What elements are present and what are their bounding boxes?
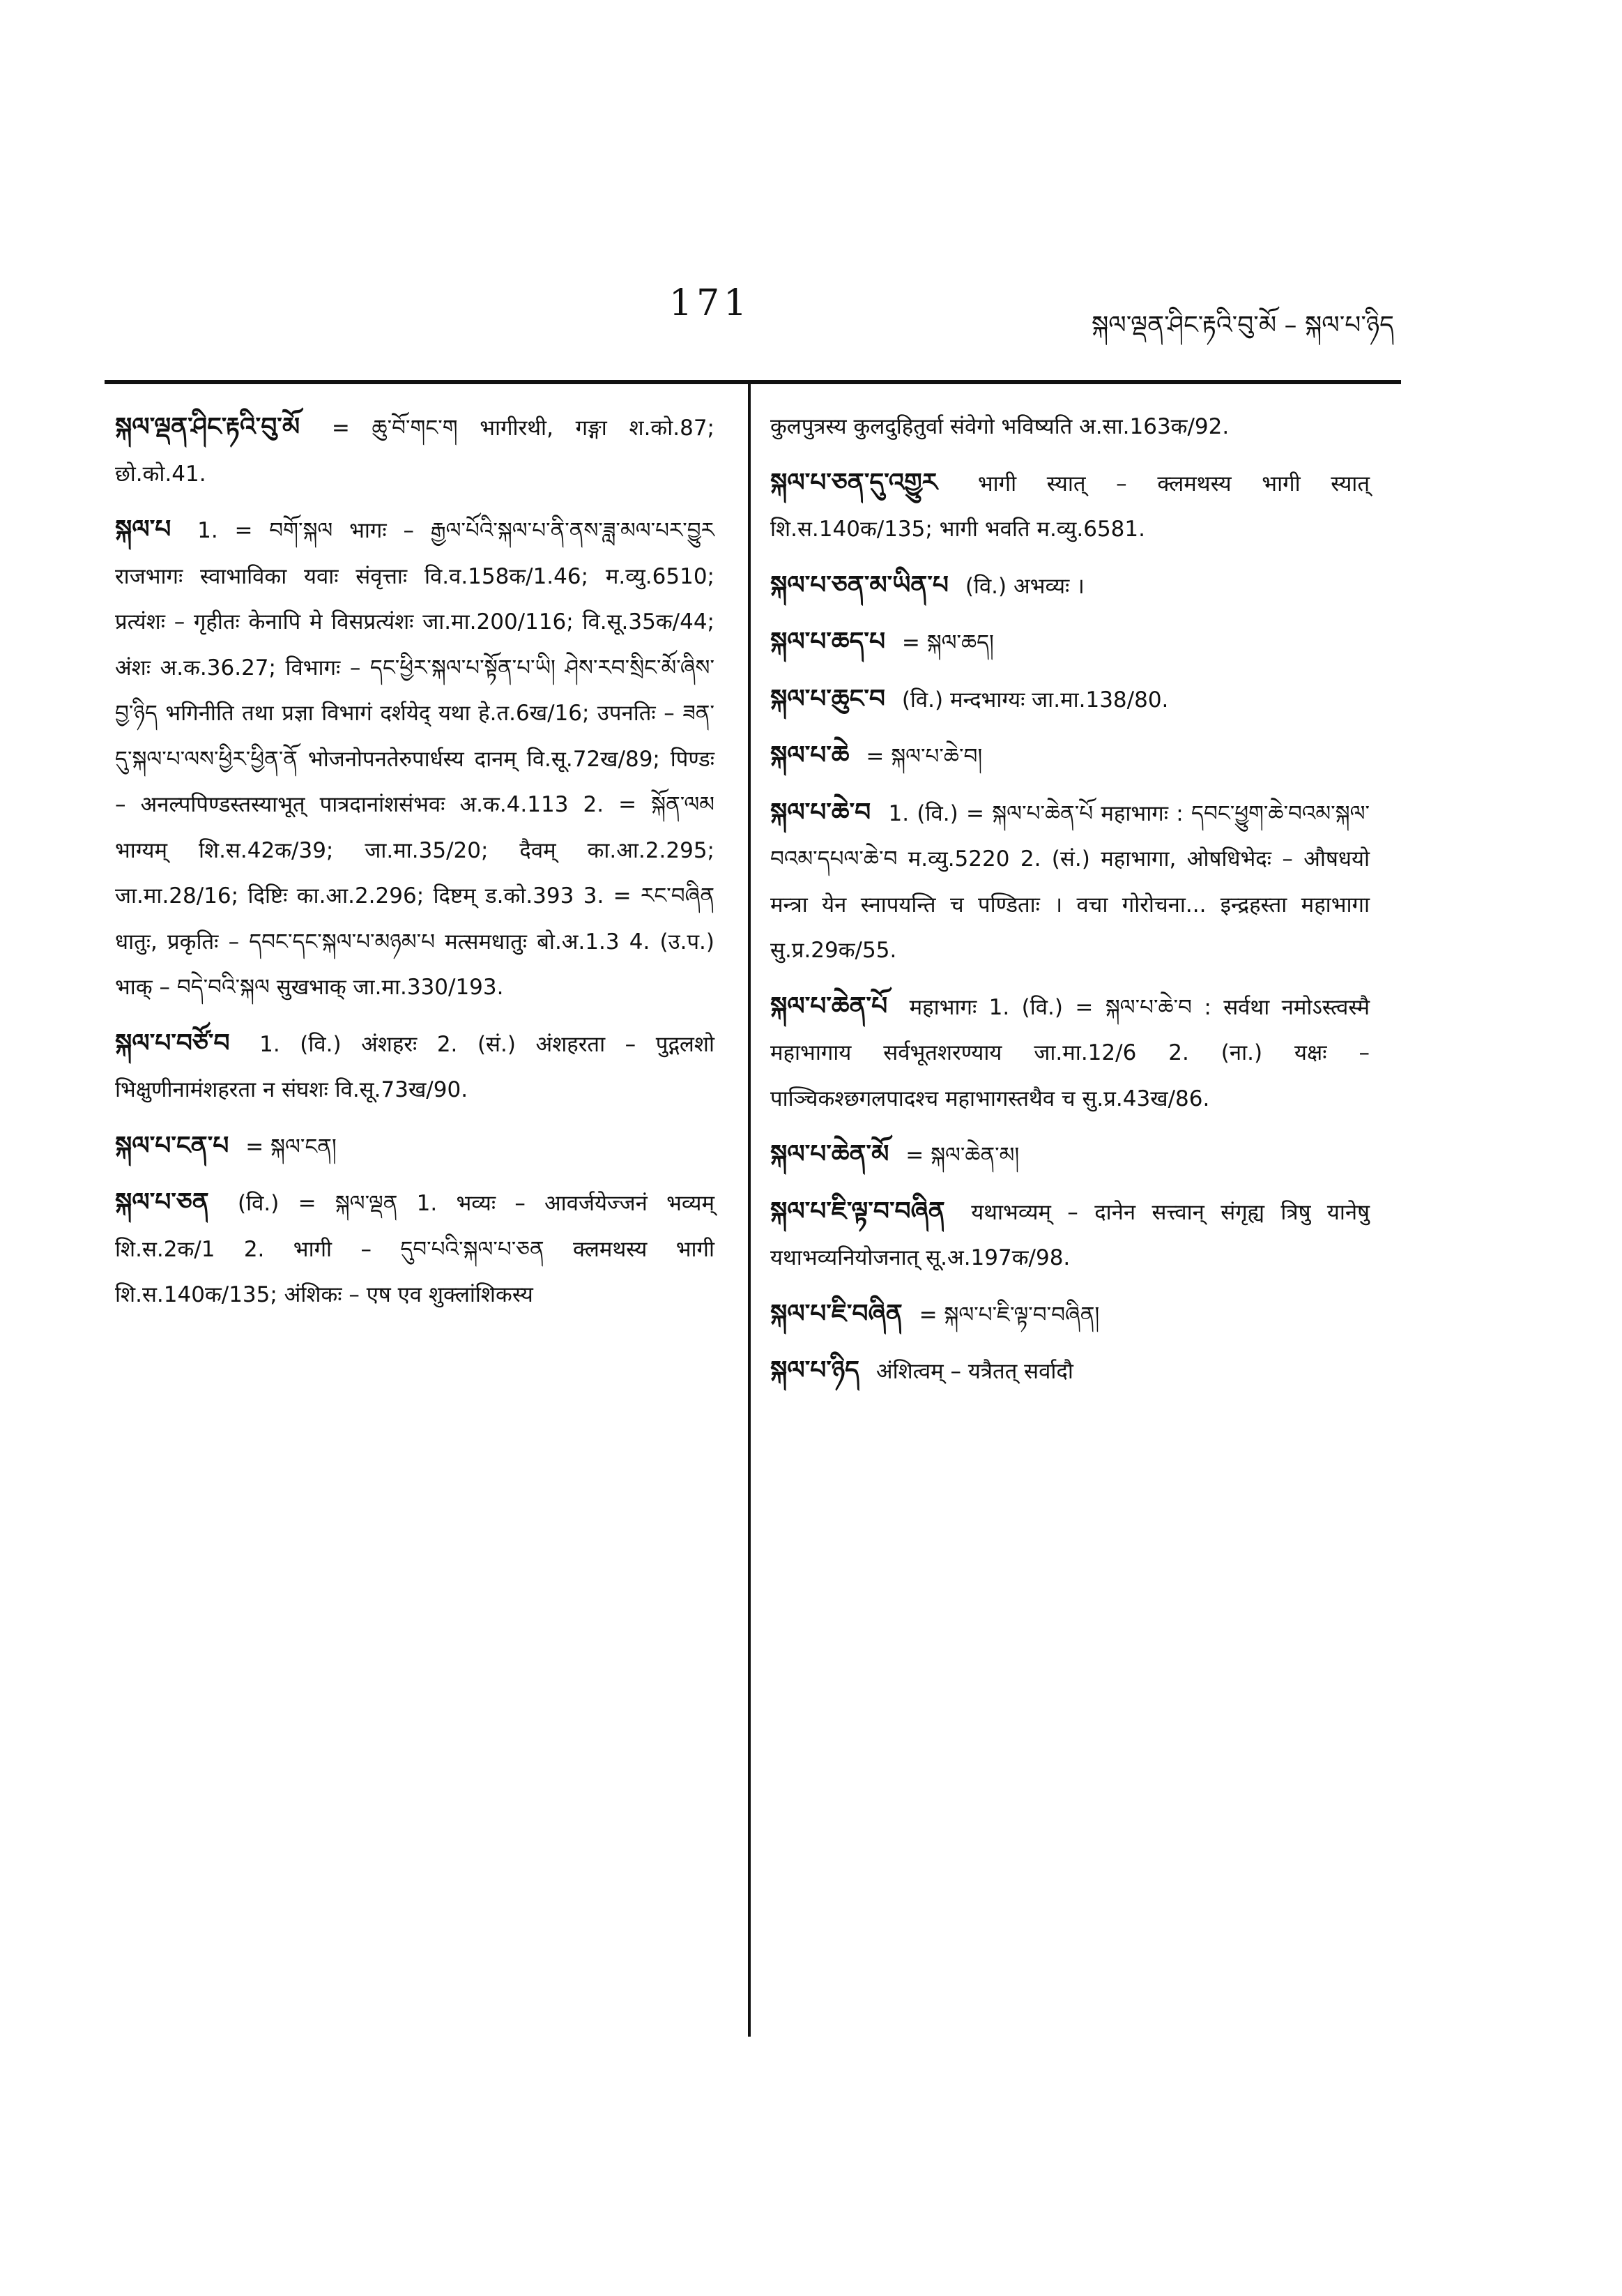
entry-headword: སྐལ་པ་ཆུང་བ <box>770 684 885 713</box>
entry-headword: སྐལ་པ་ངན་པ <box>115 1131 229 1160</box>
dictionary-entry <box>770 733 1370 780</box>
dictionary-entry <box>770 984 1370 1123</box>
entry-headword: སྐལ་པ་ཆད་པ <box>770 628 886 656</box>
dictionary-entry <box>115 404 714 497</box>
dictionary-entry <box>115 507 714 1011</box>
entry-body: महाभागः 1. (वि.) = སྐལ་པ་ཆེ་བ : सर्वथा नमोऽस्त्वस्मै महाभागाय सर्वभूतशरण्याय जा.मा.12/6 2. (ना.) यक्षः – पाञ्चिकश्छगलपादश्च महाभागस्तथैव च सु.प्र.43ख/86. <box>770 994 1370 1111</box>
entry-headword: སྐལ་པ་ཉིད <box>770 1356 860 1385</box>
running-head: སྐལ་ལྡན་ཤིང་རྟའི་བུ་མོ – སྐལ་པ་ཉིད <box>1091 311 1394 340</box>
entry-body: = སྐལ་ཆེན་མ། <box>905 1143 1020 1168</box>
left-column <box>115 404 714 1328</box>
entry-body: = སྐལ་ཆད། <box>901 630 994 655</box>
right-column <box>770 404 1370 1405</box>
entry-body: = སྐལ་པ་ཇི་ལྟ་བ་བཞིན། <box>919 1302 1100 1328</box>
entry-body: 1. = བགོ་སྐལ भागः – རྒྱལ་པོའི་སྐལ་པ་ནི་ནས་ཟླ་མལ་པར་བྱུར राजभागः स्वाभाविका यवाः संवृत्ताः वि.व.158क/1.46; म.व्यु.6510; प्रत्यंशः – गृहीतः केनापि मे विसप्रत्यंशः जा.मा.200/116; वि.सू.35क/44; अंशः अ.क.36.27; विभागः – དང་ཕྱིར་སྐལ་པ་སྟོན་པ་ཡི། ཤེས་རབ་སྲིང་མོ་ཞིས་བྱ་ཉིད भगिनीति तथा प्रज्ञा विभागं दर्शयेद् यथा हे.त.6ख/16; उपनतिः – ཟན་དུ་སྐལ་པ་ལས་ཕྱིར་ཕྱིན་ནོ भोजनोपनतेरुपार्धस्य दानम् वि.सू.72ख/89; पिण्डः – अनल्पपिण्डस्तस्याभूत् पात्रदानांशसंभवः अ.क.4.113 2. = སྐོན་ལམ भाग्यम् शि.स.42क/39; जा.मा.35/20; दैवम् का.आ.2.295; जा.मा.28/16; दिष्टिः का.आ.2.296; दिष्टम् ड.को.393 3. = རང་བཞིན धातुः, प्रकृतिः – དབང་དང་སྐལ་པ་མཉམ་པ मत्समधातुः बो.अ.1.3 4. (उ.प.) भाक् – བདེ་བའི་སྐལ सुखभाक् जा.मा.330/193. <box>115 518 714 1000</box>
entry-headword: སྐལ་པ་ཆེན་མོ <box>770 1140 889 1169</box>
dictionary-entry <box>115 1021 714 1113</box>
entry-headword: སྐལ་པ་བཙོ་བ <box>115 1028 230 1058</box>
dictionary-entry <box>770 563 1370 610</box>
entry-body: (वि.) मन्दभाग्यः जा.मा.138/80. <box>901 687 1169 713</box>
entry-body: यथाभव्यम् – दानेन सत्त्वान् संगृह्य त्रिषु यानेषु यथाभव्यनियोजनात् सू.अ.197क/98. <box>770 1199 1370 1270</box>
entry-headword: སྐལ་པ་ཇི་ལྟ་བ་བཞིན <box>770 1196 945 1226</box>
entry-body: कुलपुत्रस्य कुलदुहितुर्वा संवेगो भविष्यति अ.सा.163क/92. <box>770 414 1230 439</box>
entry-headword: སྐལ་པ་ཆེ་བ <box>770 798 871 827</box>
entry-body: (वि.) = སྐལ་ལྡན 1. भव्यः – आवर्जयेज्जनं भव्यम् शि.स.2क/1 2. भागी – དུབ་པའི་སྐལ་པ་ཅན क्लमथस्य भागी शि.स.140क/135; अंशिकः – एष एव शुक्लांशिकस्य <box>115 1191 714 1307</box>
entry-body: 1. (वि.) = སྐལ་པ་ཆེན་པོ महाभागः : དབང་ཕྱུག་ཆེ་བའམ་སྐལ་བའམ་དཔལ་ཆེ་བ म.व्यु.5220 2. (सं.) महाभागा, ओषधिभेदः – औषधयो मन्त्रा येन स्नापयन्ति च पण्डिताः । वचा गोरोचना... इन्द्रहस्ता महाभागा सु.प्र.29क/55. <box>770 800 1370 963</box>
dictionary-entry <box>115 1180 714 1318</box>
entry-body: भागी स्यात् – क्लमथस्य भागी स्यात् शि.स.140क/135; भागी भवति म.व्यु.6581. <box>770 471 1370 542</box>
entry-body: 1. (वि.) अंशहरः 2. (सं.) अंशहरता – पुद्गलशो भिक्षुणीनामंशहरता न संघशः वि.सू.73ख/90. <box>115 1031 714 1102</box>
page-number: 171 <box>669 282 751 324</box>
entry-body: (वि.) अभव्यः । <box>965 573 1085 599</box>
entry-headword: སྐལ་པ་ཇི་བཞིན <box>770 1299 903 1328</box>
dictionary-entry <box>770 676 1370 724</box>
dictionary-entry <box>770 619 1370 667</box>
column-divider <box>748 384 751 2037</box>
entry-body: = སྐལ་ངན། <box>245 1134 337 1160</box>
entry-body: = སྐལ་པ་ཆེ་བ། <box>866 744 983 769</box>
entry-headword: སྐལ་པ་ཆེ <box>770 741 850 770</box>
entry-headword: སྐལ་པ་ཅན་དུ་འགྱུར <box>770 468 938 497</box>
top-rule <box>105 380 1401 384</box>
dictionary-entry <box>770 1291 1370 1339</box>
dictionary-entry <box>115 1123 714 1171</box>
entry-headword: སྐལ་ལྡན་ཤིང་རྟའི་བུ་མོ <box>115 413 300 441</box>
dictionary-entry <box>770 1348 1370 1395</box>
dictionary-entry-continuation <box>770 404 1370 450</box>
dictionary-entry <box>770 790 1370 974</box>
dictionary-entry <box>770 460 1370 553</box>
entry-headword: སྐལ་པ་ཅན <box>115 1188 209 1217</box>
dictionary-entry <box>770 1132 1370 1179</box>
entry-headword: སྐལ་པ་ཆེན་པོ <box>770 991 888 1021</box>
entry-body: अंशित्वम् – यत्रैतत् सर्वादौ <box>875 1359 1073 1384</box>
entry-headword: སྐལ་པ <box>115 515 171 544</box>
entry-headword: སྐལ་པ་ཅན་མ་ཡིན་པ <box>770 570 949 600</box>
dictionary-entry <box>770 1189 1370 1282</box>
entry-body: = ཆུ་བོ་གང་ག भागीरथी, गङ्गा श.को.87; छो.को.41. <box>115 416 714 487</box>
